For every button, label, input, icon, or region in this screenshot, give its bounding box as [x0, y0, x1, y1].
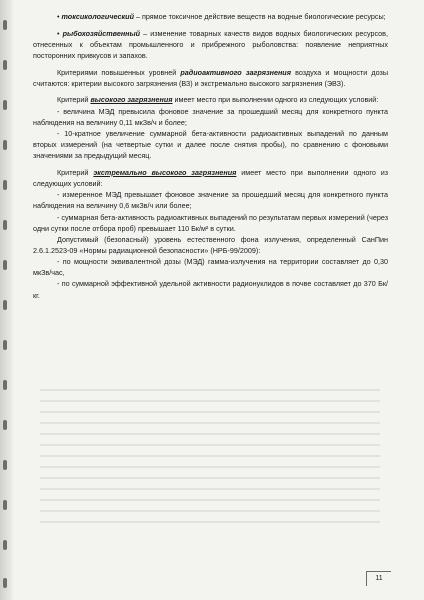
- extreme-criterion-paragraph: [33, 167, 388, 189]
- item-text: – изменение товарных качеств видов водных биологических ресурсов, отнесенных к объектам промышленного и прибрежного рыболовства: появление неприятных посторонних привкусов и запахов.: [33, 28, 388, 60]
- list-item-toxicological: • токсикологический – прямое токсичное действие веществ на водные биологические ресурсы;: [57, 12, 386, 21]
- paragraph-text: Критерий: [57, 95, 91, 105]
- list-item-fishery: • рыбохозяйственный – изменение товарных качеств видов водных биологических ресурсов, отнесенных к объектам промышленного и прибрежного рыболовства: появление неприятных посторонних привкусов и запахов.: [33, 28, 388, 60]
- paragraph-text: Критерий: [57, 167, 94, 177]
- page-number: 11: [366, 571, 391, 586]
- sanpin-paragraph: Допустимый (безопасный) уровень естественного фона излучения, определенный СанПин 2.6.1.2523-09 «Нормы радиационной безопасности» (НРБ-99/2009):: [33, 234, 388, 255]
- binder-hole: [3, 380, 7, 390]
- binder-hole: [3, 578, 7, 588]
- sanpin-condition-2: - по суммарной эффективной удельной активности радионуклидов в почве составляет до 370 Бк/кг.: [33, 279, 388, 300]
- binder-hole: [3, 260, 7, 270]
- binder-hole: [3, 300, 7, 310]
- binder-hole: [3, 500, 7, 510]
- binder-hole: [3, 140, 7, 150]
- term-radioactive: радиоактивного загрязнения: [180, 67, 291, 77]
- high-condition-2: - 10-кратное увеличение суммарной бета-активности радиоактивных выпадений по данным вторых измерений (на четвертые сутки и далее после снятия пробы), по сравнению с фоновыми значениями за предыдущий месяц.: [33, 128, 388, 161]
- extreme-condition-2: - суммарная бета-активность радиоактивных выпадений по результатам первых измерений (через одни сутки после отбора проб) превышает 110 Бк/м² в сутки.: [33, 212, 388, 233]
- high-condition-1: - величина МЭД превысила фоновое значение за прошедший месяц для конкретного пункта наблюдения на величину 0,11 мкЗв/ч и более;: [33, 106, 388, 127]
- term-extreme: экстремально высокого загрязнения: [93, 167, 237, 177]
- show-through-text: [40, 380, 380, 532]
- extreme-condition-1: - измеренное МЭД превышает фоновое значение за прошедший месяц для конкретного пункта наблюдения на величину 0,6 мкЗв/ч или более;: [33, 190, 388, 211]
- paragraph-text: воздуха и мощности дозы считаются: критерии высокого загрязнения (ВЗ) и экстремально высокого загрязнения (ЭВЗ).: [33, 67, 389, 88]
- binder-hole: [3, 340, 7, 350]
- high-criterion-paragraph: [33, 94, 388, 105]
- binder-hole: [3, 460, 7, 470]
- paragraph-text: имеет место при выполнении одного из следующих условий:: [172, 95, 379, 105]
- item-text: – прямое токсичное действие веществ на водные биологические ресурсы;: [133, 12, 386, 21]
- body-text: [33, 11, 388, 301]
- binder-margin: [0, 0, 14, 600]
- binder-hole: [3, 220, 7, 230]
- sanpin-condition-1: - по мощности эквивалентной дозы (МЭД) гамма-излучения на территории составляет до 0,30 мкЗв/час,: [33, 257, 388, 278]
- binder-hole: [3, 180, 7, 190]
- paragraph-text: имеет место при выполнении одного из следующих условий:: [33, 167, 389, 189]
- binder-hole: [3, 100, 7, 110]
- criteria-paragraph: [33, 67, 388, 89]
- term-high: высокого загрязнения: [90, 95, 173, 105]
- binder-hole: [3, 20, 7, 30]
- term-fishery: рыбохозяйственный: [62, 28, 141, 38]
- term-toxicological: токсикологический: [61, 12, 134, 21]
- paragraph-text: Критериями повышенных уровней: [57, 67, 181, 77]
- binder-hole: [3, 60, 7, 70]
- binder-hole: [3, 540, 7, 550]
- binder-hole: [3, 420, 7, 430]
